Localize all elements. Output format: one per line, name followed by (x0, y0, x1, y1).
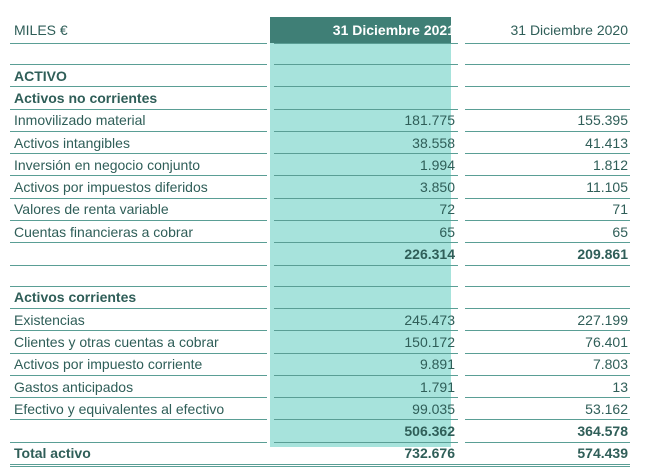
value-2021: 72 (274, 198, 458, 220)
subtotal-2020: 209.861 (465, 243, 630, 265)
total-2021: 732.676 (274, 442, 458, 465)
value-2021: 1.791 (274, 375, 458, 397)
spacer-row (10, 44, 630, 65)
spacer-row (10, 265, 630, 286)
table-row (10, 331, 630, 353)
row-label: Efectivo y equivalentes al efectivo (10, 398, 267, 420)
row-label: Activos por impuesto corriente (10, 353, 267, 375)
total-row (10, 442, 630, 465)
subtotal-row (10, 420, 630, 442)
row-label: Activos intangibles (10, 131, 267, 153)
table-row (10, 154, 630, 176)
row-label: Cuentas financieras a cobrar (10, 221, 267, 243)
value-2021: 150.172 (274, 331, 458, 353)
table-row (10, 131, 630, 153)
table-row (10, 375, 630, 397)
value-2021: 99.035 (274, 398, 458, 420)
col-header-2020: 31 Diciembre 2020 (465, 17, 630, 44)
subtotal-2021: 226.314 (274, 243, 458, 265)
table-row (10, 109, 630, 131)
row-label: Clientes y otras cuentas a cobrar (10, 331, 267, 353)
value-2021: 245.473 (274, 308, 458, 330)
table-row (10, 308, 630, 330)
subtotal-2021: 506.362 (274, 420, 458, 442)
value-2021: 1.994 (274, 154, 458, 176)
value-2020: 53.162 (465, 398, 630, 420)
value-2021: 38.558 (274, 131, 458, 153)
table-row (10, 176, 630, 198)
row-label: Gastos anticipados (10, 375, 267, 397)
value-2020: 7.803 (465, 353, 630, 375)
section-title: ACTIVO (10, 65, 267, 87)
value-2021: 65 (274, 221, 458, 243)
value-2020: 13 (465, 375, 630, 397)
subtotal-2020: 364.578 (465, 420, 630, 442)
table-row (10, 198, 630, 220)
subtotal-row (10, 243, 630, 265)
value-2021: 9.891 (274, 353, 458, 375)
total-label: Total activo (10, 442, 267, 465)
value-2020: 155.395 (465, 109, 630, 131)
row-label: Existencias (10, 308, 267, 330)
current-title: Activos corrientes (10, 286, 267, 308)
table-row (10, 353, 630, 375)
non-current-title: Activos no corrientes (10, 87, 267, 109)
value-2020: 11.105 (465, 176, 630, 198)
value-2020: 76.401 (465, 331, 630, 353)
value-2021: 3.850 (274, 176, 458, 198)
table-row (10, 221, 630, 243)
value-2020: 65 (465, 221, 630, 243)
value-2021: 181.775 (274, 109, 458, 131)
section-title-row (10, 65, 630, 87)
row-label: Inversión en negocio conjunto (10, 154, 267, 176)
row-label: Inmovilizado material (10, 109, 267, 131)
total-2020: 574.439 (465, 442, 630, 465)
col-header-2021: 31 Diciembre 2021 (274, 17, 458, 44)
value-2020: 1.812 (465, 154, 630, 176)
subsection-title-row (10, 286, 630, 308)
units-label: MILES € (10, 17, 267, 44)
balance-sheet-table (10, 17, 630, 467)
value-2020: 227.199 (465, 308, 630, 330)
row-label: Valores de renta variable (10, 198, 267, 220)
table-header-row (10, 17, 630, 44)
value-2020: 71 (465, 198, 630, 220)
table-row (10, 398, 630, 420)
subsection-title-row (10, 87, 630, 109)
row-label: Activos por impuestos diferidos (10, 176, 267, 198)
value-2020: 41.413 (465, 131, 630, 153)
